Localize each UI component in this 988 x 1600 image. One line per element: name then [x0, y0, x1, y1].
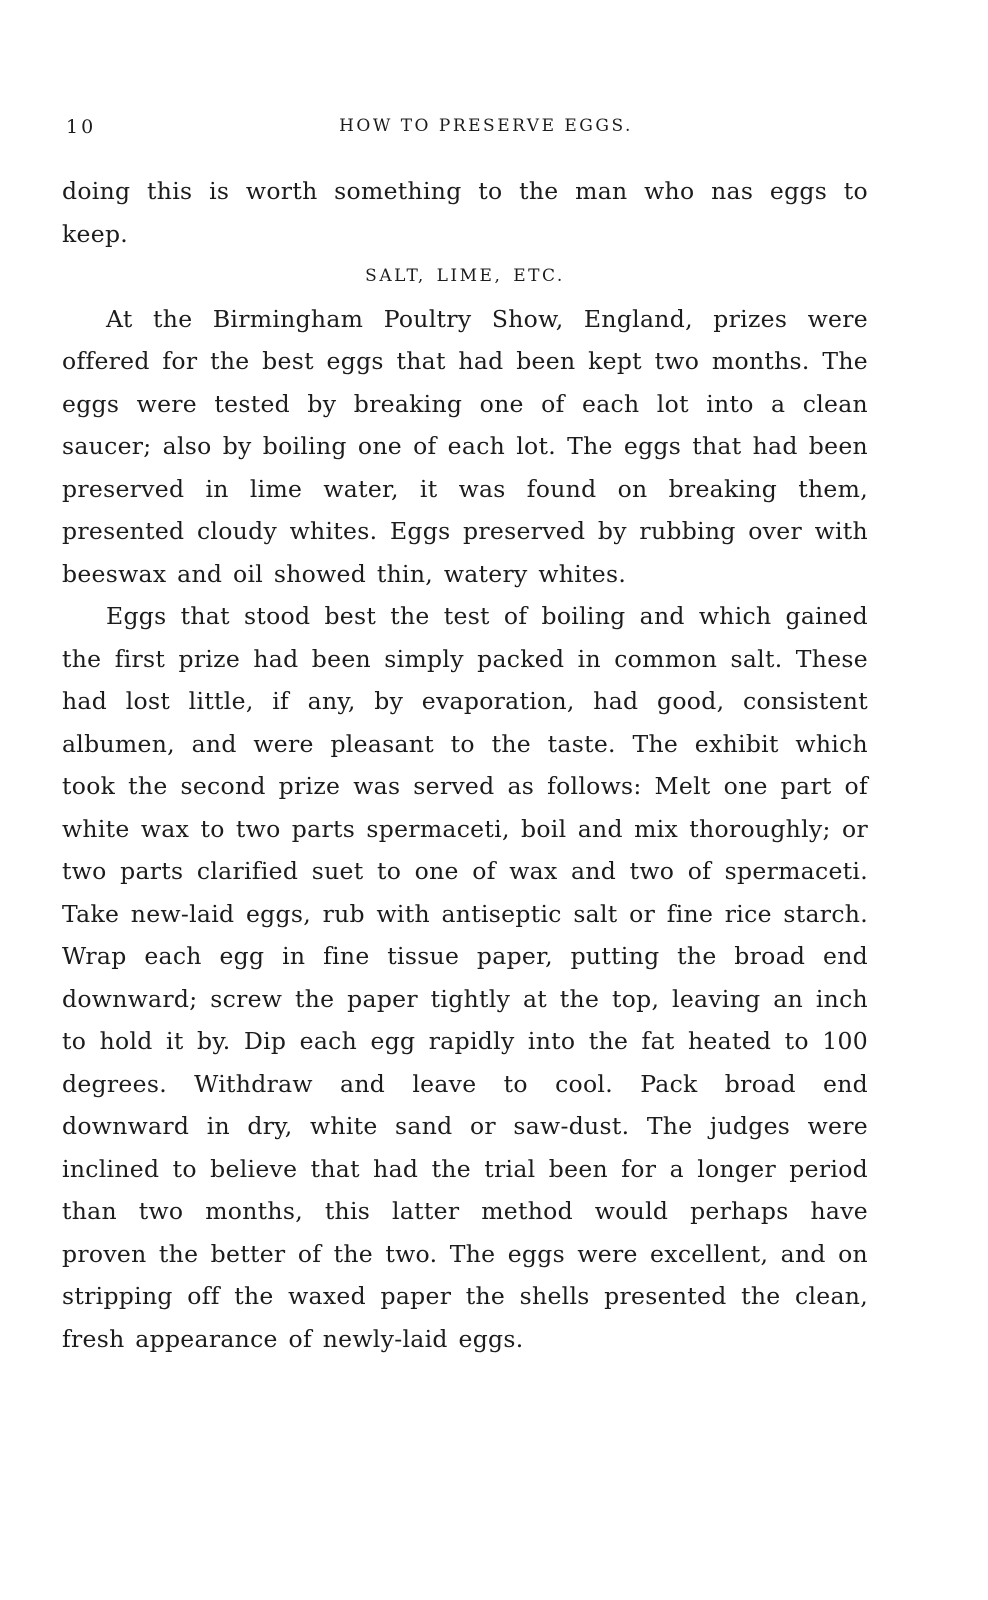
section-heading: SALT, LIME, ETC. [365, 266, 565, 286]
continuation-paragraph: doing this is worth something to the man who nas eggs to keep. [62, 177, 868, 248]
paragraph-birmingham-show: At the Birmingham Poultry Show, England, prizes were offered for the best eggs that had been kept two months. The eggs were tested by breaking one of each lot into a clean saucer; also by boiling one of each lot. The eggs that had been preserved in lime water, it was found on breaking them, presented cloudy whites. Eggs preserved by rubbing over with beeswax and oil showed thin, watery whites. [62, 304, 868, 588]
running-title: HOW TO PRESERVE EGGS. [339, 116, 633, 136]
paragraph-salt-and-wax: Eggs that stood best the test of boiling and which gained the first prize had been simply packed in common salt. These had lost little, if any, by evaporation, had good, consistent albumen, and were pleasant to the taste. The exhibit which took the second prize was served as follows: Melt one part of white wax to two parts spermaceti, boil and mix thoroughly; or two parts clarified suet to one of wax and two of spermaceti. Take new-laid eggs, rub with antiseptic salt or fine rice starch. Wrap each egg in fine tissue paper, putting the broad end downward; screw the paper tightly at the top, leaving an inch to hold it by. Dip each egg rapidly into the fat heated to 100 degrees. Withdraw and leave to cool. Pack broad end downward in dry, white sand or saw-dust. The judges were inclined to believe that had the trial been for a longer period than two months, this latter method would perhaps have proven the better of the two. The eggs were excellent, and on stripping off the waxed paper the shells presented the clean, fresh appearance of newly-laid eggs. [62, 602, 868, 1353]
page-number: 10 [66, 116, 97, 138]
running-head [66, 116, 866, 144]
body-text [62, 170, 868, 1360]
